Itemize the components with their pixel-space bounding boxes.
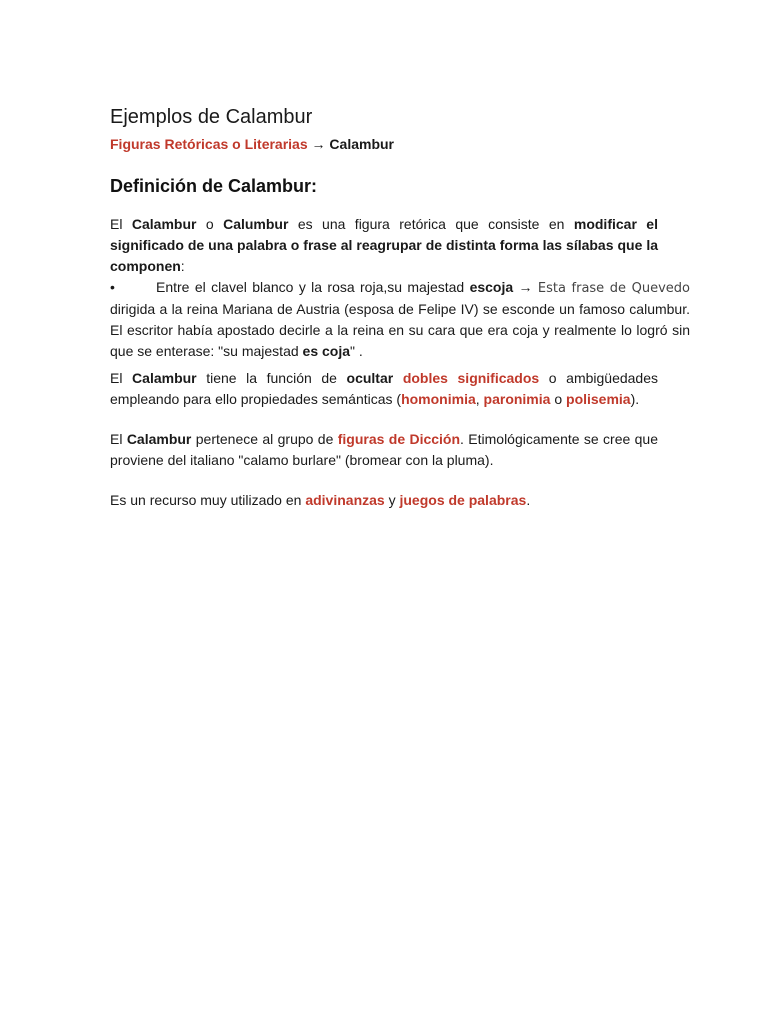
- bullet-icon: •: [110, 279, 115, 295]
- text: El: [110, 370, 133, 386]
- arrow-icon: →: [513, 279, 538, 295]
- link-paronimia[interactable]: paronimia: [483, 391, 551, 407]
- text: pertenece al grupo de: [191, 431, 338, 447]
- breadcrumb-current: Calambur: [329, 136, 394, 152]
- text: ).: [630, 391, 640, 407]
- term-calumbur: Calumbur: [223, 216, 289, 232]
- link-adivinanzas[interactable]: adivinanzas: [305, 492, 385, 508]
- document-page: [110, 104, 690, 511]
- link-juegos-de-palabras[interactable]: juegos de palabras: [399, 492, 527, 508]
- term-escoja: escoja: [469, 279, 514, 295]
- function-paragraph: [110, 368, 658, 410]
- text: o: [196, 216, 224, 232]
- text: El: [110, 216, 132, 232]
- term-calambur: Calambur: [132, 370, 197, 386]
- text: Es un recurso muy utilizado en: [110, 492, 306, 508]
- text: Entre el clavel blanco y la rosa roja,su majestad: [156, 279, 470, 295]
- example-list-item: [110, 277, 690, 362]
- term-calambur: Calambur: [131, 216, 197, 232]
- term-es-coja: es coja: [302, 343, 351, 359]
- usage-paragraph: [110, 490, 658, 511]
- section-heading: Definición de Calambur:: [110, 176, 318, 196]
- link-figuras-de-diccion[interactable]: figuras de Dicción: [337, 431, 461, 447]
- link-polisemia[interactable]: polisemia: [566, 391, 631, 407]
- text: . Etimológicamente se cree que proviene del italiano "calamo burlare" (bromear con la pluma).: [110, 431, 659, 468]
- link-homonimia[interactable]: homonimia: [401, 391, 476, 407]
- link-dobles-significados[interactable]: dobles significados: [402, 370, 540, 386]
- text: ,: [475, 391, 484, 407]
- text: o: [550, 391, 567, 407]
- text: " .: [350, 343, 363, 359]
- text: es una figura retórica que consiste en: [288, 216, 574, 232]
- term-calambur: Calambur: [126, 431, 192, 447]
- text: o ambigüedades empleando para ello propiedades semánticas (: [110, 370, 659, 407]
- text: .: [526, 492, 531, 508]
- text: :: [180, 258, 185, 274]
- group-paragraph: [110, 429, 658, 471]
- text: [393, 370, 403, 386]
- definition-paragraph: [110, 214, 658, 277]
- page-title: Ejemplos de Calambur: [110, 106, 313, 128]
- definition-emphasis: modificar el significado de una palabra o frase al reagrupar de distinta forma las sílabas que la componen: [110, 216, 658, 274]
- text: dirigida a la reina Mariana de Austria (esposa de Felipe IV) se esconde un famoso calumbur. El escritor había apostado decirle a la reina en su cara que era coja y realmente lo logró sin que se enterase: "su majestad: [110, 301, 690, 359]
- text: El: [110, 431, 127, 447]
- term-ocultar: ocultar: [346, 370, 394, 386]
- breadcrumb: [110, 134, 658, 154]
- breadcrumb-arrow: →: [311, 136, 326, 152]
- quote-note: Esta frase de Quevedo: [537, 281, 690, 296]
- breadcrumb-link-figuras[interactable]: Figuras Retóricas o Literarias: [110, 136, 308, 152]
- text: y: [384, 492, 400, 508]
- text: tiene la función de: [196, 370, 347, 386]
